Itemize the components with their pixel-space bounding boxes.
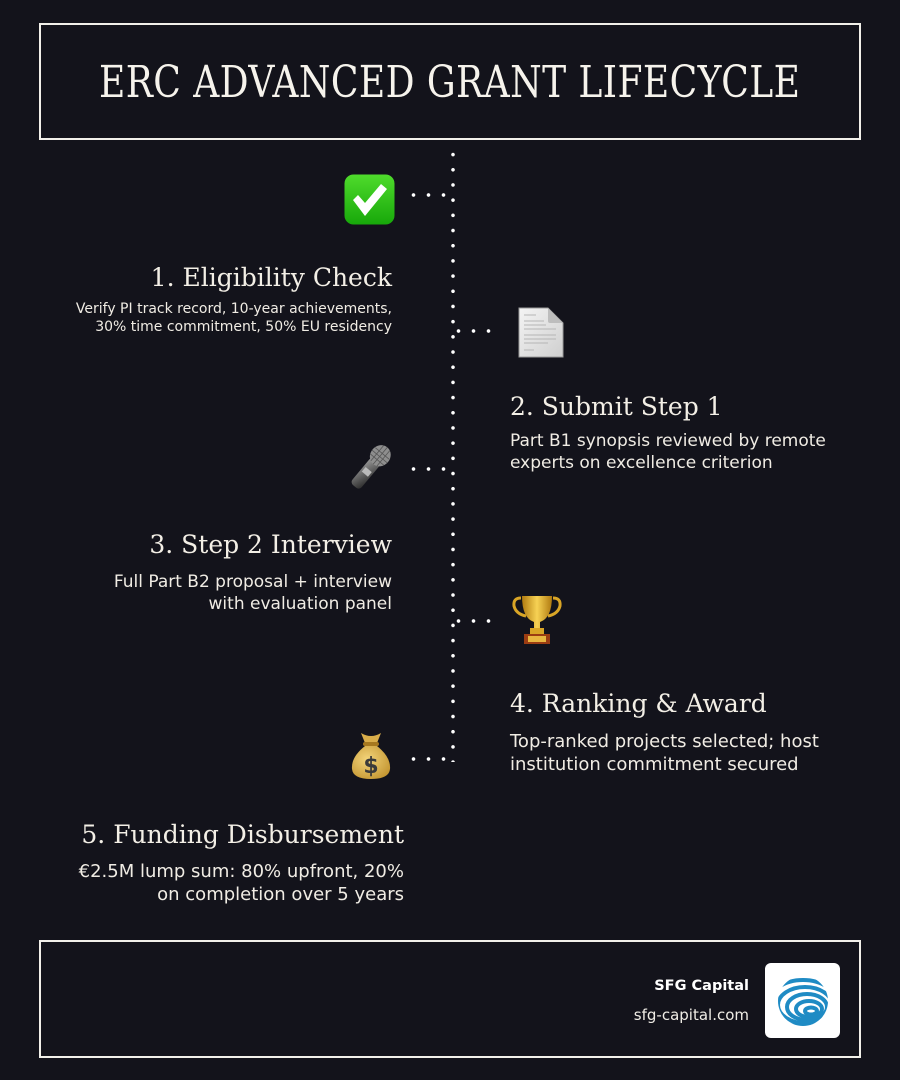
money-bag-icon — [350, 731, 392, 780]
step-1-description-line-2: 30% time commitment, 50% EU residency — [95, 319, 392, 336]
step-1-description — [76, 300, 392, 336]
connector-step-1 — [406, 193, 456, 197]
step-4-description-line-2: institution commitment secured — [510, 754, 799, 776]
step-4-description — [510, 730, 819, 777]
step-5-description-line-2: on completion over 5 years — [157, 884, 404, 906]
step-5-description-line-1: €2.5M lump sum: 80% upfront, 20% — [78, 861, 404, 882]
step-2-description — [510, 430, 826, 474]
microphone-icon — [344, 444, 396, 492]
document-page-icon — [518, 307, 564, 358]
brand-url[interactable]: sfg-capital.com — [633, 1006, 749, 1024]
timeline-spine — [451, 147, 455, 762]
step-4-description-line-1: Top-ranked projects selected; host — [510, 731, 819, 752]
step-3-description-line-2: with evaluation panel — [208, 594, 392, 615]
step-3-description-line-1: Full Part B2 proposal + interview — [113, 572, 392, 592]
check-mark-button-icon — [344, 174, 395, 225]
title-box — [39, 23, 861, 140]
page-title: ERC ADVANCED GRANT LIFECYCLE — [99, 56, 801, 108]
brand-name: SFG Capital — [654, 978, 749, 994]
connector-step-2 — [451, 329, 501, 333]
step-4-title: 4. Ranking & Award — [510, 689, 767, 718]
step-3-description — [114, 571, 392, 615]
step-3-title: 3. Step 2 Interview — [149, 530, 392, 559]
trophy-icon — [511, 594, 563, 646]
step-2-title: 2. Submit Step 1 — [510, 392, 723, 421]
globe-logo-icon — [765, 963, 840, 1038]
step-1-description-line-1: Verify PI track record, 10-year achievements, — [75, 301, 392, 317]
step-5-title: 5. Funding Disbursement — [81, 820, 404, 849]
connector-step-5 — [406, 757, 456, 761]
svg-text:$: $ — [363, 754, 379, 779]
step-2-description-line-2: experts on excellence criterion — [510, 453, 773, 474]
footer-box — [39, 940, 861, 1058]
step-5-description — [79, 860, 404, 907]
connector-step-4 — [451, 619, 501, 623]
step-2-description-line-1: Part B1 synopsis reviewed by remote — [510, 431, 826, 451]
step-1-title: 1. Eligibility Check — [150, 263, 392, 292]
connector-step-3 — [406, 467, 456, 471]
